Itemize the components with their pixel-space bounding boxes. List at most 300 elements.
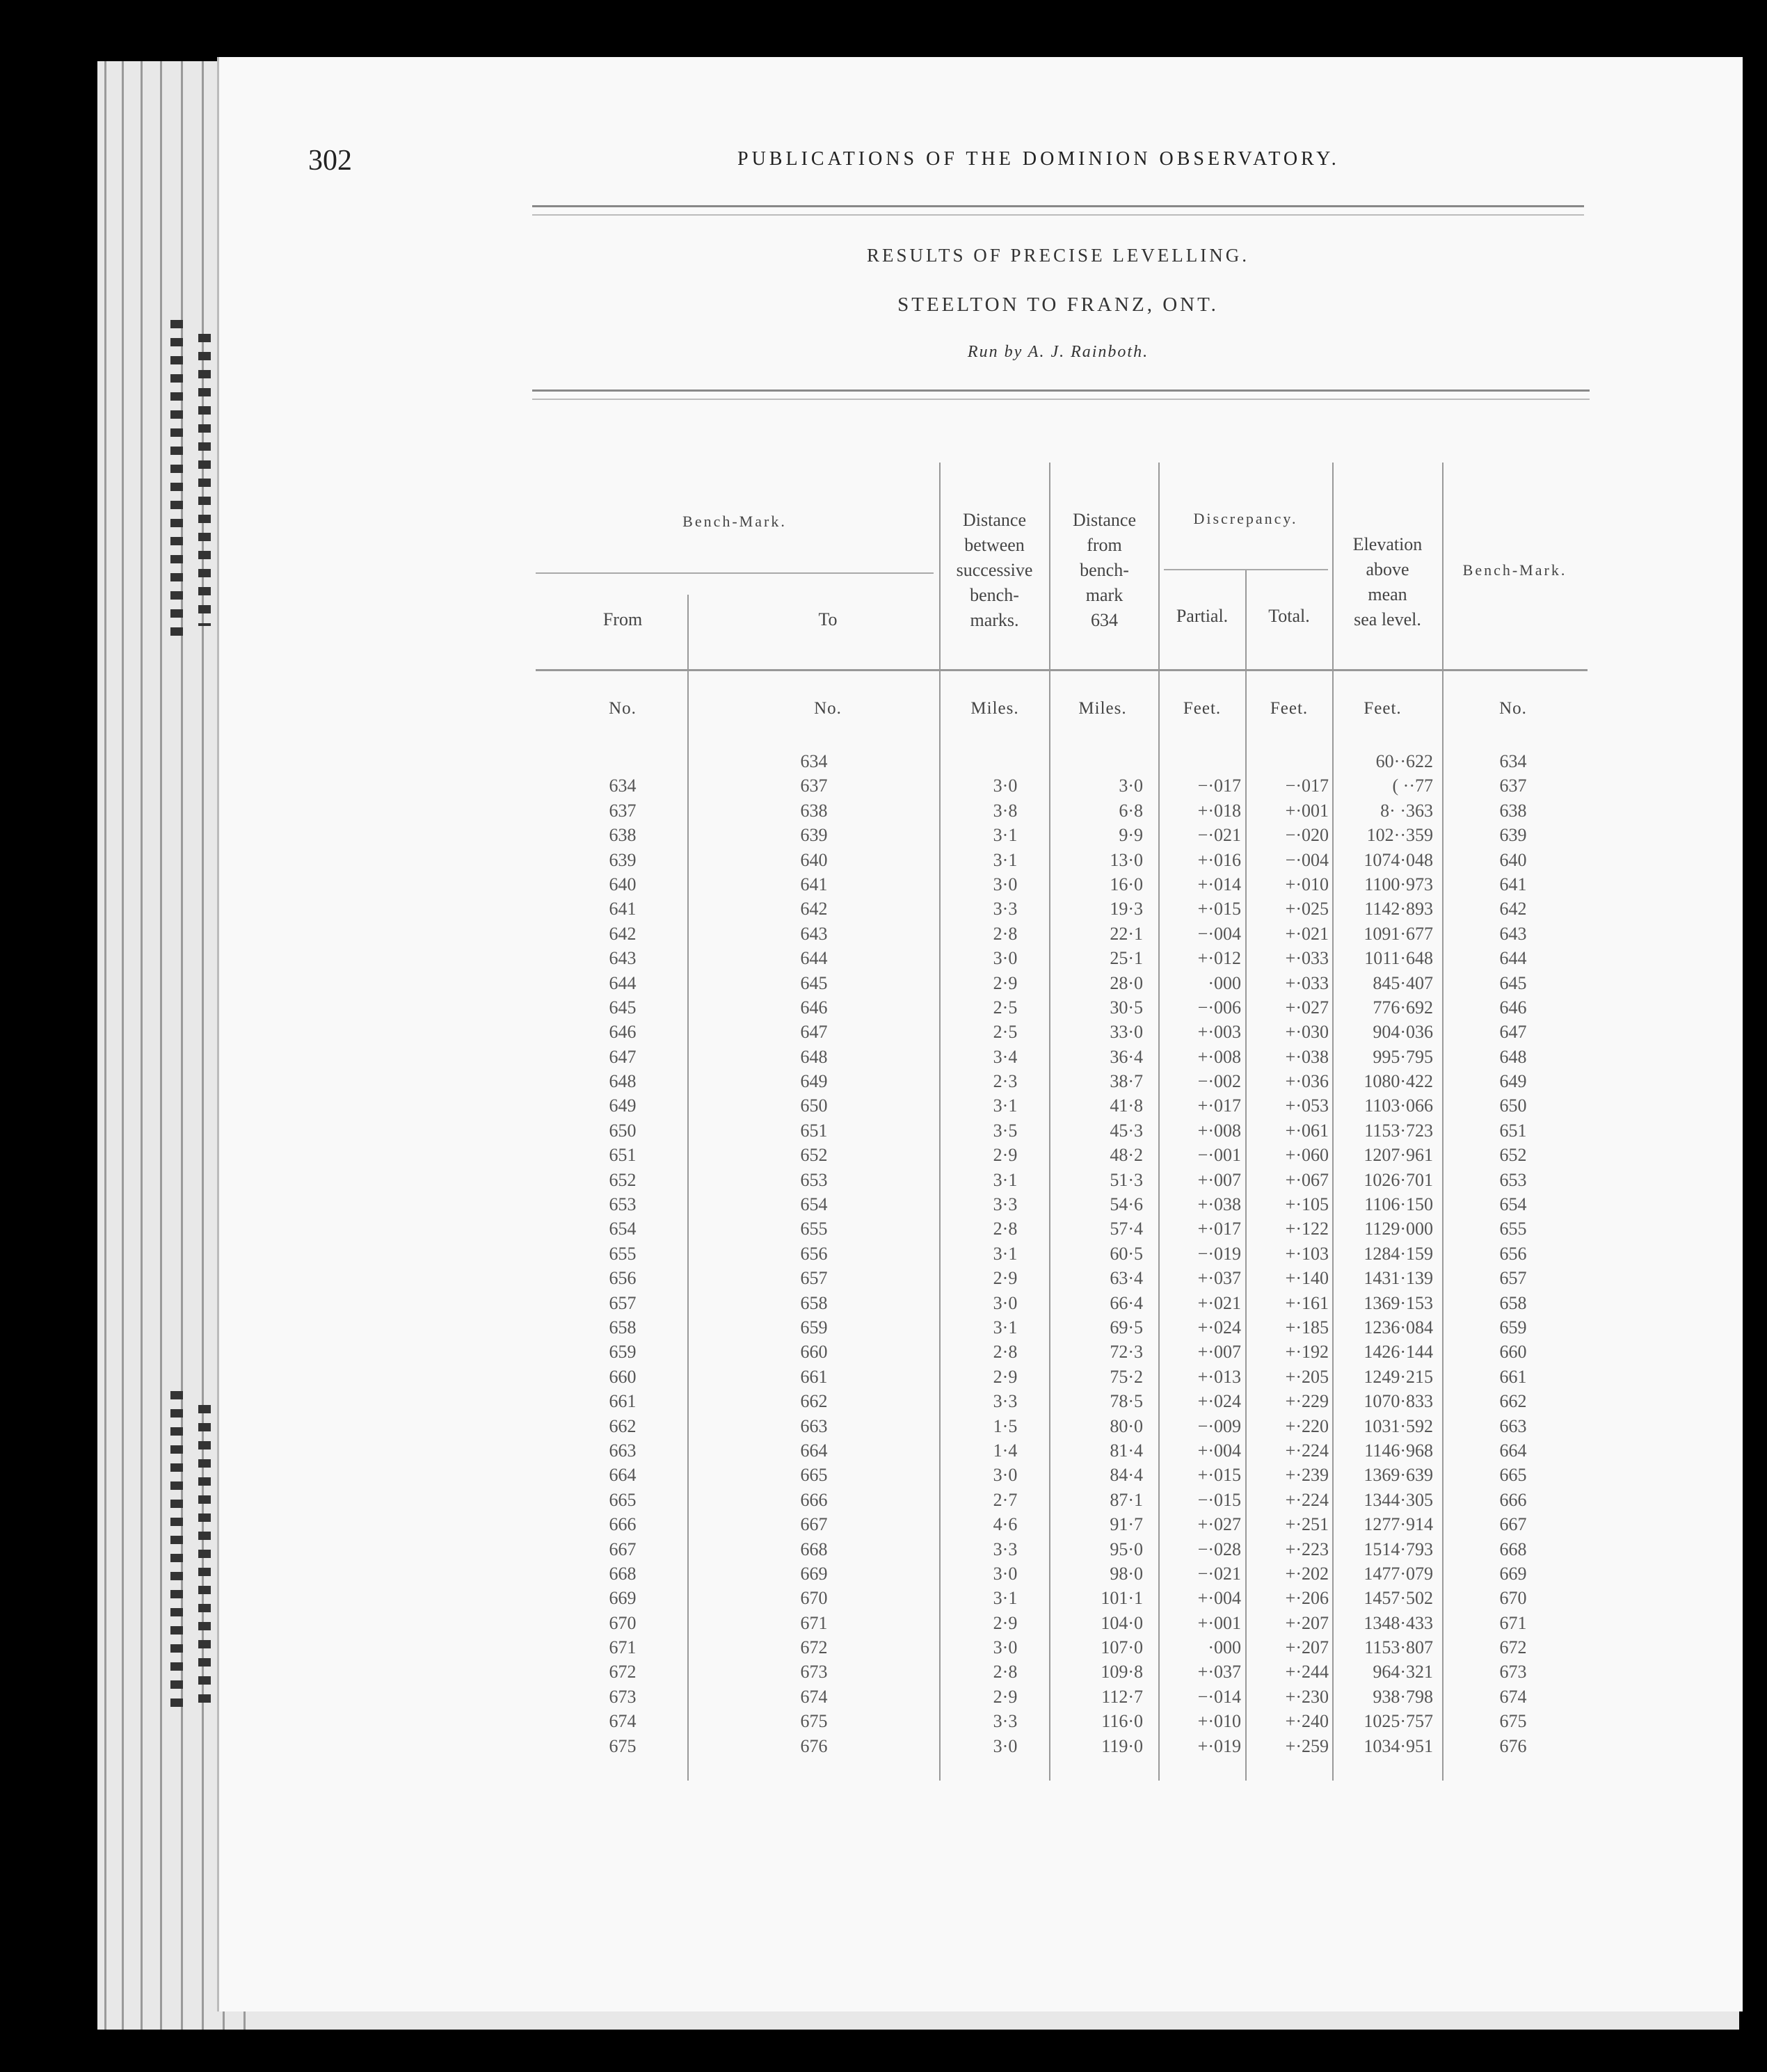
cell-cum: 33·0	[1110, 1022, 1143, 1043]
header-line: above	[1366, 559, 1409, 579]
cell-dist: 2·5	[993, 1022, 1018, 1043]
cell-elev: 1277·914	[1364, 1514, 1433, 1535]
header-line: Elevation	[1352, 534, 1423, 554]
cell-dist: 2·9	[993, 972, 1018, 993]
header-bench-mark: Bench-Mark.	[682, 513, 787, 530]
cell-to: 644	[800, 948, 828, 969]
table-row	[0, 751, 1767, 776]
cell-from: 637	[609, 800, 637, 821]
table-row	[0, 1293, 1767, 1317]
cell-elev: 1026·701	[1364, 1169, 1433, 1190]
cell-tot: +·053	[1285, 1095, 1329, 1116]
header-rule	[532, 205, 1584, 216]
cell-from: 672	[609, 1662, 637, 1683]
cell-dist: 2·8	[993, 923, 1018, 944]
cell-cum: 25·1	[1110, 948, 1143, 969]
cell-bm: 661	[1499, 1366, 1527, 1387]
cell-elev: 1431·139	[1364, 1268, 1433, 1289]
cell-part: +·012	[1197, 948, 1241, 969]
table-row	[0, 973, 1767, 997]
cell-bm: 653	[1499, 1169, 1527, 1190]
cell-tot: +·060	[1285, 1145, 1329, 1166]
cell-elev: 845·407	[1373, 972, 1433, 993]
table-row	[0, 1244, 1767, 1268]
cell-elev: 102··359	[1366, 825, 1433, 846]
header-line: sea level.	[1354, 609, 1421, 629]
cell-elev: 1457·502	[1364, 1588, 1433, 1609]
cell-part: +·008	[1197, 1046, 1241, 1067]
cell-to: 653	[800, 1169, 828, 1190]
cell-dist: 2·9	[993, 1366, 1018, 1387]
cell-part: +·024	[1197, 1317, 1241, 1338]
cell-to: 649	[800, 1071, 828, 1092]
cell-dist: 3·0	[993, 874, 1018, 894]
cell-part: +·037	[1197, 1662, 1241, 1683]
cell-part: +·004	[1197, 1588, 1241, 1609]
cell-elev: ( ··77	[1392, 776, 1433, 796]
table-row	[0, 801, 1767, 825]
cell-part: +·019	[1197, 1735, 1241, 1756]
table-row	[0, 1170, 1767, 1194]
cell-to: 637	[800, 776, 828, 796]
cell-elev: 1477·079	[1364, 1563, 1433, 1584]
cell-to: 657	[800, 1268, 828, 1289]
cell-elev: 8· ·363	[1380, 800, 1433, 821]
cell-part: +·037	[1197, 1268, 1241, 1289]
cell-dist: 3·0	[993, 1563, 1018, 1584]
table-subtitle: STEELTON TO FRANZ, ONT.	[897, 294, 1219, 316]
cell-from: 646	[609, 1022, 637, 1043]
observer-line: Run by A. J. Rainboth.	[967, 343, 1149, 361]
cell-dist: 3·8	[993, 800, 1018, 821]
cell-cum: 95·0	[1110, 1539, 1143, 1559]
cell-dist: 2·7	[993, 1489, 1018, 1510]
cell-elev: 1146·968	[1364, 1440, 1433, 1461]
cell-dist: 3·3	[993, 1391, 1018, 1412]
levelling-table-body	[0, 751, 1767, 1760]
cell-part: +·014	[1197, 874, 1241, 894]
cell-tot: +·206	[1285, 1588, 1329, 1609]
cell-cum: 19·3	[1110, 899, 1143, 919]
cell-to: 650	[800, 1095, 828, 1116]
header-line: bench-	[970, 585, 1019, 605]
cell-tot: +·230	[1285, 1686, 1329, 1707]
cell-to: 651	[800, 1120, 828, 1141]
table-row	[0, 1022, 1767, 1046]
cell-dist: 3·3	[993, 1194, 1018, 1215]
unit-partial: Feet.	[1183, 699, 1222, 718]
cell-cum: 30·5	[1110, 997, 1143, 1018]
cell-elev: 1031·592	[1364, 1415, 1433, 1436]
table-row	[0, 1514, 1767, 1539]
header-line: between	[964, 535, 1025, 555]
cell-tot: +·105	[1285, 1194, 1329, 1215]
cell-bm: 671	[1499, 1612, 1527, 1633]
cell-cum: 54·6	[1110, 1194, 1143, 1215]
cell-elev: 1103·066	[1364, 1095, 1433, 1116]
cell-dist: 1·5	[993, 1415, 1018, 1436]
header-line: Distance	[1073, 510, 1136, 530]
cell-to: 675	[800, 1711, 828, 1732]
cell-elev: 1514·793	[1364, 1539, 1433, 1559]
cell-tot: +·036	[1285, 1071, 1329, 1092]
unit-cum: Miles.	[1078, 699, 1127, 718]
cell-elev: 1034·951	[1364, 1735, 1433, 1756]
cell-bm: 669	[1499, 1563, 1527, 1584]
table-row	[0, 1490, 1767, 1514]
cell-cum: 91·7	[1110, 1514, 1143, 1535]
table-row	[0, 1071, 1767, 1095]
cell-part: −·021	[1197, 825, 1241, 846]
cell-bm: 641	[1499, 874, 1527, 894]
cell-to: 656	[800, 1243, 828, 1264]
cell-from: 644	[609, 972, 637, 993]
cell-elev: 1369·639	[1364, 1465, 1433, 1486]
cell-to: 663	[800, 1415, 828, 1436]
cell-tot: +·251	[1285, 1514, 1329, 1535]
cell-tot: +·103	[1285, 1243, 1329, 1264]
cell-cum: 13·0	[1110, 849, 1143, 870]
cell-part: +·007	[1197, 1342, 1241, 1363]
cell-bm: 664	[1499, 1440, 1527, 1461]
cell-elev: 1074·048	[1364, 849, 1433, 870]
cell-to: 676	[800, 1735, 828, 1756]
cell-cum: 36·4	[1110, 1046, 1143, 1067]
cell-bm: 657	[1499, 1268, 1527, 1289]
cell-elev: 904·036	[1373, 1022, 1433, 1043]
table-row	[0, 776, 1767, 800]
cell-to: 667	[800, 1514, 828, 1535]
cell-part: −·017	[1197, 776, 1241, 796]
cell-cum: 51·3	[1110, 1169, 1143, 1190]
cell-bm: 640	[1499, 849, 1527, 870]
cell-tot: +·239	[1285, 1465, 1329, 1486]
cell-bm: 643	[1499, 923, 1527, 944]
cell-cum: 6·8	[1119, 800, 1143, 821]
header-distance-between	[941, 508, 1048, 633]
cell-to: 638	[800, 800, 828, 821]
cell-tot: +·067	[1285, 1169, 1329, 1190]
cell-from: 666	[609, 1514, 637, 1535]
cell-cum: 107·0	[1101, 1637, 1143, 1658]
cell-part: −·006	[1197, 997, 1241, 1018]
table-row	[0, 1613, 1767, 1637]
cell-part: −·009	[1197, 1415, 1241, 1436]
cell-part: −·014	[1197, 1686, 1241, 1707]
table-row	[0, 1416, 1767, 1440]
cell-dist: 3·1	[993, 825, 1018, 846]
cell-bm: 659	[1499, 1317, 1527, 1338]
unit-bm: No.	[1499, 699, 1527, 718]
cell-dist: 3·1	[993, 1095, 1018, 1116]
cell-bm: 638	[1499, 800, 1527, 821]
cell-to: 645	[800, 972, 828, 993]
cell-from: 641	[609, 899, 637, 919]
cell-part: −·028	[1197, 1539, 1241, 1559]
cell-to: 658	[800, 1292, 828, 1313]
table-row	[0, 1145, 1767, 1169]
header-line: bench-	[1080, 560, 1129, 580]
cell-part: +·018	[1197, 800, 1241, 821]
table-row	[0, 924, 1767, 948]
running-head: PUBLICATIONS OF THE DOMINION OBSERVATORY.	[737, 148, 1340, 170]
header-bottom-rule	[536, 669, 1588, 671]
cell-part: +·008	[1197, 1120, 1241, 1141]
cell-to: 659	[800, 1317, 828, 1338]
cell-part: +·004	[1197, 1440, 1241, 1461]
cell-from: 674	[609, 1711, 637, 1732]
table-row	[0, 1342, 1767, 1366]
cell-part: +·038	[1197, 1194, 1241, 1215]
cell-tot: +·010	[1285, 874, 1329, 894]
cell-part: −·004	[1197, 923, 1241, 944]
cell-elev: 938·798	[1373, 1686, 1433, 1707]
unit-dist: Miles.	[970, 699, 1019, 718]
table-row	[0, 899, 1767, 923]
cell-tot: +·025	[1285, 899, 1329, 919]
cell-part: +·027	[1197, 1514, 1241, 1535]
cell-from: 675	[609, 1735, 637, 1756]
cell-elev: 60··622	[1375, 751, 1433, 771]
cell-dist: 4·6	[993, 1514, 1018, 1535]
cell-part: +·017	[1197, 1095, 1241, 1116]
cell-dist: 3·1	[993, 849, 1018, 870]
cell-tot: +·061	[1285, 1120, 1329, 1141]
cell-to: 661	[800, 1366, 828, 1387]
header-elevation	[1334, 532, 1441, 632]
cell-tot: +·224	[1285, 1489, 1329, 1510]
cell-to: 671	[800, 1612, 828, 1633]
cell-tot: +·240	[1285, 1711, 1329, 1732]
cell-dist: 2·8	[993, 1219, 1018, 1239]
cell-dist: 3·1	[993, 1588, 1018, 1609]
cell-to: 642	[800, 899, 828, 919]
cell-to: 639	[800, 825, 828, 846]
cell-bm: 652	[1499, 1145, 1527, 1166]
cell-tot: +·202	[1285, 1563, 1329, 1584]
cell-from: 670	[609, 1612, 637, 1633]
table-row	[0, 1440, 1767, 1465]
cell-cum: 41·8	[1110, 1095, 1143, 1116]
cell-dist: 3·0	[993, 948, 1018, 969]
cell-tot: +·185	[1285, 1317, 1329, 1338]
cell-to: 666	[800, 1489, 828, 1510]
cell-part: +·016	[1197, 849, 1241, 870]
cell-from: 665	[609, 1489, 637, 1510]
cell-from: 659	[609, 1342, 637, 1363]
cell-bm: 666	[1499, 1489, 1527, 1510]
cell-from: 673	[609, 1686, 637, 1707]
table-row	[0, 948, 1767, 972]
cell-from: 647	[609, 1046, 637, 1067]
cell-dist: 2·8	[993, 1342, 1018, 1363]
cell-from: 653	[609, 1194, 637, 1215]
cell-elev: 1426·144	[1364, 1342, 1433, 1363]
cell-cum: 72·3	[1110, 1342, 1143, 1363]
cell-tot: +·207	[1285, 1637, 1329, 1658]
cell-part: +·010	[1197, 1711, 1241, 1732]
cell-tot: +·122	[1285, 1219, 1329, 1239]
cell-cum: 69·5	[1110, 1317, 1143, 1338]
header-line: successive	[956, 560, 1033, 580]
cell-elev: 1153·723	[1364, 1120, 1433, 1141]
table-row	[0, 1194, 1767, 1219]
cell-elev: 1236·084	[1364, 1317, 1433, 1338]
cell-dist: 3·1	[993, 1169, 1018, 1190]
cell-dist: 3·1	[993, 1317, 1018, 1338]
cell-cum: 22·1	[1110, 923, 1143, 944]
table-row	[0, 1391, 1767, 1415]
header-from: From	[602, 609, 643, 629]
discrepancy-rule	[1164, 569, 1328, 570]
cell-dist: 3·0	[993, 1637, 1018, 1658]
table-top-rule	[532, 389, 1590, 400]
cell-elev: 1348·433	[1364, 1612, 1433, 1633]
cell-tot: −·020	[1285, 825, 1329, 846]
cell-elev: 1011·648	[1364, 948, 1433, 969]
table-row	[0, 825, 1767, 849]
cell-from: 652	[609, 1169, 637, 1190]
cell-tot: +·161	[1285, 1292, 1329, 1313]
table-row	[0, 1268, 1767, 1292]
cell-tot: +·021	[1285, 923, 1329, 944]
cell-dist: 3·0	[993, 1465, 1018, 1486]
cell-cum: 84·4	[1110, 1465, 1143, 1486]
cell-part: +·024	[1197, 1391, 1241, 1412]
cell-to: 660	[800, 1342, 828, 1363]
cell-bm: 645	[1499, 972, 1527, 993]
cell-from: 661	[609, 1391, 637, 1412]
cell-cum: 63·4	[1110, 1268, 1143, 1289]
cell-from: 642	[609, 923, 637, 944]
cell-cum: 101·1	[1101, 1588, 1143, 1609]
cell-to: 652	[800, 1145, 828, 1166]
cell-dist: 2·5	[993, 997, 1018, 1018]
unit-to: No.	[814, 699, 842, 718]
table-row	[0, 1317, 1767, 1342]
cell-bm: 675	[1499, 1711, 1527, 1732]
cell-dist: 3·1	[993, 1243, 1018, 1264]
cell-part: +·003	[1197, 1022, 1241, 1043]
table-title: RESULTS OF PRECISE LEVELLING.	[866, 245, 1250, 266]
cell-from: 651	[609, 1145, 637, 1166]
cell-part: +·015	[1197, 899, 1241, 919]
cell-bm: 651	[1499, 1120, 1527, 1141]
cell-tot: +·033	[1285, 972, 1329, 993]
cell-from: 640	[609, 874, 637, 894]
cell-cum: 80·0	[1110, 1415, 1143, 1436]
cell-to: 674	[800, 1686, 828, 1707]
cell-part: −·002	[1197, 1071, 1241, 1092]
cell-tot: +·259	[1285, 1735, 1329, 1756]
cell-to: 641	[800, 874, 828, 894]
cell-bm: 648	[1499, 1046, 1527, 1067]
cell-to: 673	[800, 1662, 828, 1683]
cell-cum: 66·4	[1110, 1292, 1143, 1313]
cell-bm: 668	[1499, 1539, 1527, 1559]
cell-tot: +·223	[1285, 1539, 1329, 1559]
cell-from: 667	[609, 1539, 637, 1559]
table-row	[0, 1662, 1767, 1686]
cell-tot: +·205	[1285, 1366, 1329, 1387]
table-row	[0, 1367, 1767, 1391]
cell-dist: 3·5	[993, 1120, 1018, 1141]
cell-tot: −·017	[1285, 776, 1329, 796]
header-line: 634	[1091, 610, 1118, 630]
header-line: marks.	[970, 610, 1019, 630]
header-to: To	[818, 609, 838, 629]
cell-from: 668	[609, 1563, 637, 1584]
cell-elev: 1025·757	[1364, 1711, 1433, 1732]
cell-cum: 3·0	[1119, 776, 1143, 796]
cell-elev: 1249·215	[1364, 1366, 1433, 1387]
cell-dist: 3·4	[993, 1046, 1018, 1067]
cell-dist: 2·9	[993, 1686, 1018, 1707]
cell-to: 646	[800, 997, 828, 1018]
cell-to: 672	[800, 1637, 828, 1658]
cell-part: +·001	[1197, 1612, 1241, 1633]
cell-cum: 87·1	[1110, 1489, 1143, 1510]
cell-bm: 660	[1499, 1342, 1527, 1363]
cell-cum: 112·7	[1101, 1686, 1143, 1707]
cell-dist: 3·3	[993, 1539, 1018, 1559]
cell-tot: +·038	[1285, 1046, 1329, 1067]
cell-to: 662	[800, 1391, 828, 1412]
cell-bm: 665	[1499, 1465, 1527, 1486]
cell-cum: 109·8	[1101, 1662, 1143, 1683]
cell-cum: 98·0	[1110, 1563, 1143, 1584]
header-discrepancy: Discrepancy.	[1193, 510, 1298, 527]
cell-dist: 2·9	[993, 1268, 1018, 1289]
cell-dist: 3·0	[993, 1735, 1018, 1756]
cell-to: 669	[800, 1563, 828, 1584]
cell-elev: 1129·000	[1364, 1219, 1433, 1239]
cell-cum: 75·2	[1110, 1366, 1143, 1387]
cell-bm: 670	[1499, 1588, 1527, 1609]
cell-elev: 1100·973	[1364, 874, 1433, 894]
cell-bm: 637	[1499, 776, 1527, 796]
cell-from: 645	[609, 997, 637, 1018]
cell-elev: 1207·961	[1364, 1145, 1433, 1166]
cell-bm: 673	[1499, 1662, 1527, 1683]
cell-elev: 1091·677	[1364, 923, 1433, 944]
table-row	[0, 1564, 1767, 1588]
table-row	[0, 1095, 1767, 1120]
header-distance-from	[1050, 508, 1158, 633]
table-row	[0, 874, 1767, 899]
cell-tot: +·224	[1285, 1440, 1329, 1461]
cell-from: 662	[609, 1415, 637, 1436]
table-row	[0, 1687, 1767, 1711]
table-row	[0, 1736, 1767, 1760]
cell-tot: +·229	[1285, 1391, 1329, 1412]
cell-bm: 644	[1499, 948, 1527, 969]
cell-part: −·015	[1197, 1489, 1241, 1510]
cell-to: 668	[800, 1539, 828, 1559]
cell-elev: 1106·150	[1364, 1194, 1433, 1215]
cell-from: 657	[609, 1292, 637, 1313]
cell-cum: 48·2	[1110, 1145, 1143, 1166]
table-row	[0, 1711, 1767, 1735]
cell-to: 654	[800, 1194, 828, 1215]
cell-to: 664	[800, 1440, 828, 1461]
cell-to: 647	[800, 1022, 828, 1043]
header-bench-mark-right: Bench-Mark.	[1462, 561, 1567, 579]
cell-bm: 649	[1499, 1071, 1527, 1092]
cell-elev: 1142·893	[1364, 899, 1433, 919]
unit-total: Feet.	[1270, 699, 1309, 718]
cell-tot: +·220	[1285, 1415, 1329, 1436]
